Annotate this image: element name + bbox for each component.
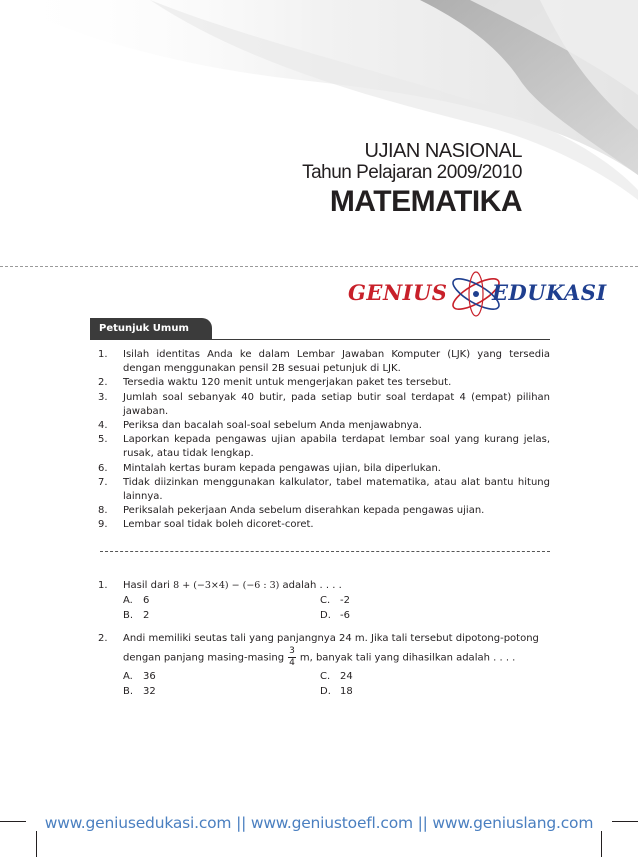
question-expression: 8 + (−3×4) − (−6 : 3): [173, 580, 280, 591]
footer-link-geniusedukasi[interactable]: www.geniusedukasi.com: [44, 814, 232, 832]
fraction-numerator: 3: [289, 646, 295, 656]
footer-separator: ||: [231, 814, 251, 832]
instruction-item: [98, 376, 550, 390]
exam-year: Tahun Pelajaran 2009/2010: [302, 162, 522, 183]
exam-title-block: [302, 140, 522, 220]
logo-word-genius: GENIUS: [348, 280, 448, 305]
instruction-text: Lembar soal tidak boleh dicoret-coret.: [123, 519, 314, 531]
option-letter: C.: [320, 671, 331, 682]
answer-option[interactable]: [123, 669, 156, 684]
instruction-item: [98, 433, 550, 461]
instructions-divider: [100, 551, 550, 552]
option-letter: B.: [123, 686, 134, 697]
option-letter: D.: [320, 686, 331, 697]
option-value: 6: [143, 595, 150, 606]
question-text-after: m, banyak tali yang dihasilkan adalah . . . .: [299, 652, 516, 664]
question-text-line-2: [98, 646, 550, 669]
instruction-number: 7.: [98, 476, 108, 488]
question-text-before: dengan panjang masing-masing: [123, 652, 285, 664]
answer-option[interactable]: [123, 608, 149, 623]
footer-link-geniustoefl[interactable]: www.geniustoefl.com: [250, 814, 413, 832]
fraction-denominator: 4: [289, 658, 295, 668]
header-divider: [0, 266, 638, 267]
instruction-item: [98, 518, 550, 532]
question-2-line-2: [98, 646, 550, 669]
instruction-number: 1.: [98, 349, 108, 360]
instruction-number: 9.: [98, 519, 108, 531]
question-text-after: adalah . . . .: [282, 580, 342, 591]
answer-option[interactable]: [123, 593, 149, 608]
option-letter: D.: [320, 610, 331, 621]
question-text: [98, 578, 550, 593]
answer-option[interactable]: [320, 684, 353, 699]
instruction-number: 5.: [98, 434, 108, 446]
instruction-item: [98, 462, 550, 476]
instruction-text: Mintalah kertas buram kepada pengawas ujian, bila diperlukan.: [123, 462, 441, 474]
logo-word-edukasi: EDUKASI: [492, 280, 607, 305]
footer-link-geniuslang[interactable]: www.geniuslang.com: [432, 814, 594, 832]
option-value: -2: [340, 595, 350, 606]
instruction-text: Isilah identitas Anda ke dalam Lembar Jawaban Komputer (LJK) yang tersedia dengan menggunakan pensil 2B sesuai petunjuk di LJK.: [123, 349, 550, 375]
question-number: 2.: [98, 633, 108, 644]
crop-mark-bottom-right-v: [601, 831, 602, 857]
question-1: [98, 578, 550, 593]
instruction-text: Laporkan kepada pengawas ujian apabila terdapat lembar soal yang kurang jelas, rusak, atau tidak lengkap.: [123, 434, 550, 460]
instructions-heading: Petunjuk Umum: [90, 318, 212, 339]
instruction-text: Tidak diizinkan menggunakan kalkulator, tabel matematika, atau alat bantu hitung lainnya.: [123, 476, 550, 503]
option-letter: A.: [123, 595, 133, 606]
instruction-number: 4.: [98, 420, 108, 432]
question-2: [98, 631, 550, 646]
option-value: 18: [340, 686, 353, 697]
question-text-before: Hasil dari: [123, 580, 170, 591]
option-value: -6: [340, 610, 350, 621]
instructions-heading-rule: [90, 339, 550, 340]
header-background: [0, 0, 638, 262]
option-value: 32: [143, 686, 156, 697]
instruction-text: Tersedia waktu 120 menit untuk mengerjakan paket tes tersebut.: [123, 377, 452, 389]
instruction-item: [98, 476, 550, 504]
answer-option[interactable]: [123, 684, 156, 699]
footer-links: [0, 814, 638, 832]
option-value: 2: [143, 610, 150, 621]
option-letter: C.: [320, 595, 331, 606]
instruction-text: Jumlah soal sebanyak 40 butir, pada setiap butir soal terdapat 4 (empat) pilihan jawaban.: [123, 391, 550, 417]
fraction: [288, 646, 296, 669]
footer-separator: ||: [412, 814, 433, 832]
option-letter: B.: [123, 610, 134, 621]
instruction-text: Periksa dan bacalah soal-soal sebelum Anda menjawabnya.: [123, 420, 422, 432]
instruction-number: 6.: [98, 462, 108, 474]
answer-option[interactable]: [320, 669, 353, 684]
question-text: Andi memiliki seutas tali yang panjangnya 24 m. Jika tali tersebut dipotong-potong: [123, 633, 539, 644]
instruction-item: [98, 348, 550, 376]
exam-title: UJIAN NASIONAL: [364, 140, 522, 162]
instruction-item: [98, 419, 550, 433]
exam-subject: MATEMATIKA: [329, 185, 522, 218]
option-value: 36: [143, 671, 156, 682]
instruction-number: 8.: [98, 505, 108, 517]
genius-edukasi-logo: [330, 270, 635, 318]
header-swoosh-graphic: [0, 0, 638, 262]
instruction-number: 2.: [98, 377, 108, 389]
instruction-text: Periksalah pekerjaan Anda sebelum diserahkan kepada pengawas ujian.: [123, 505, 485, 517]
option-letter: A.: [123, 671, 133, 682]
answer-option[interactable]: [320, 593, 350, 608]
instructions-list: [98, 348, 550, 533]
instruction-number: 3.: [98, 391, 108, 403]
instruction-item: [98, 391, 550, 419]
instruction-item: [98, 504, 550, 518]
option-value: 24: [340, 671, 353, 682]
answer-option[interactable]: [320, 608, 350, 623]
question-number: 1.: [98, 580, 108, 591]
crop-mark-bottom-left-v: [36, 831, 37, 857]
